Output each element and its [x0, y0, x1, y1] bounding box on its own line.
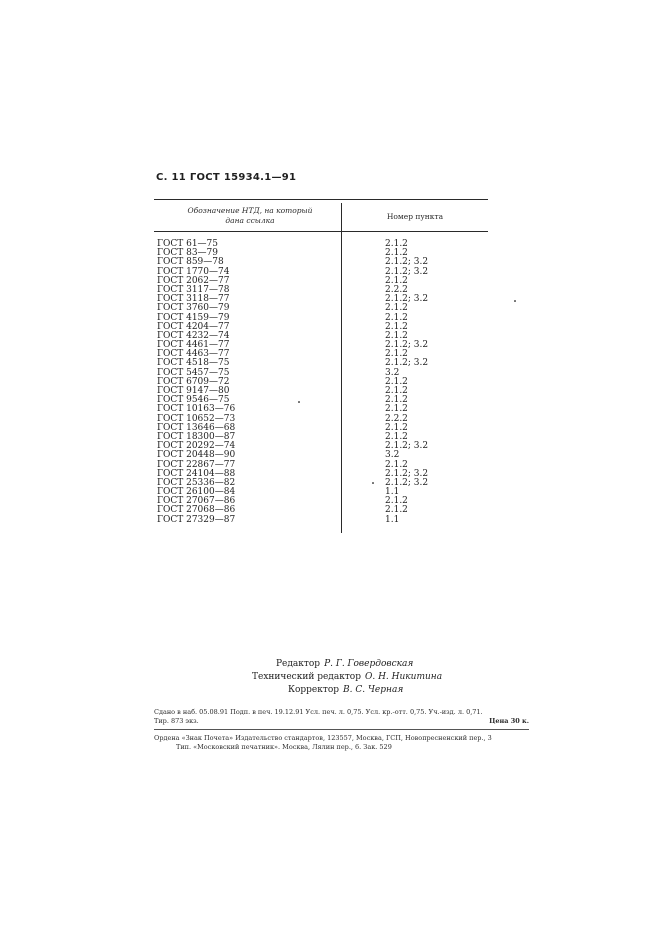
table-cell-item: 2.1.2; 3.2	[385, 266, 429, 277]
scan-speck	[298, 401, 300, 403]
table-cell-document: ГОСТ 2062—77	[157, 275, 230, 286]
table-cell-document: ГОСТ 26100—84	[157, 487, 236, 498]
imprint-line1: Сдано в наб. 05.08.91 Подп. в печ. 19.12.91 Усл. печ. л. 0,75. Усл. кр.-отт. 0,75. Уч.-изд. л. 0,71.	[154, 708, 483, 716]
scan-speck	[514, 300, 516, 302]
table-cell-item: 2.1.2; 3.2	[385, 294, 429, 305]
table-cell-item: 2.1.2	[385, 422, 408, 433]
credit-tech-editor-name: О. Н. Никитина	[364, 672, 443, 682]
credit-tech-editor	[252, 671, 490, 684]
table-cell-item: 2.1.2; 3.2	[385, 477, 429, 488]
table-header-item: Номер пункта	[386, 212, 444, 221]
table-cell-document: ГОСТ 10652—73	[157, 413, 236, 424]
table-cell-item: 2.1.2	[385, 312, 408, 323]
table-cell-item: 3.2	[385, 450, 400, 461]
table-cell-item: 2.1.2	[385, 239, 408, 249]
table-cell-document: ГОСТ 10163—76	[157, 404, 236, 415]
table-cell-item: 2.1.2	[385, 496, 408, 507]
table-cell-document: ГОСТ 27068—86	[157, 505, 236, 516]
table-cell-item: 2.1.2	[385, 248, 408, 259]
table-cell-document: ГОСТ 61—75	[157, 239, 218, 249]
table-cell-item: 2.1.2; 3.2	[385, 257, 429, 268]
credit-corrector-name: В. С. Черная	[343, 685, 404, 695]
table-cell-item: 2.1.2	[385, 321, 408, 332]
print-house	[154, 734, 529, 751]
table-cell-document: ГОСТ 24104—88	[157, 468, 236, 479]
page-header: С. 11 ГОСТ 15934.1—91	[156, 172, 297, 183]
imprint-price: Цена 30 к.	[489, 716, 529, 725]
table-cell-item: 2.1.2; 3.2	[385, 468, 429, 479]
table-cell-document: ГОСТ 83—79	[157, 248, 218, 259]
table-cell-document: ГОСТ 20292—74	[157, 441, 236, 452]
credit-tech-editor-role: Технический редактор	[252, 672, 361, 682]
table-header-document-line1: Обозначение НТД, на который	[187, 206, 313, 215]
table-cell-document: ГОСТ 27067—86	[157, 496, 236, 507]
scan-speck	[372, 482, 374, 484]
publisher-line: Ордена «Знак Почета» Издательство стандартов, 123557, Москва, ГСП, Новопресненский пер., 3	[154, 734, 492, 742]
table-cell-document: ГОСТ 22867—77	[157, 459, 236, 470]
table-cell-item: 2.1.2	[385, 431, 408, 442]
table-cell-item: 1.1	[385, 487, 400, 498]
table-cell-document: ГОСТ 9546—75	[157, 395, 230, 406]
table-cell-item: 2.1.2	[385, 275, 408, 286]
table-cell-document: ГОСТ 9147—80	[157, 386, 230, 396]
table-cell-item: 2.2.2	[385, 284, 408, 295]
table-cell-document: ГОСТ 4518—75	[157, 358, 230, 369]
credit-corrector	[288, 684, 490, 697]
table-cell-item: 2.1.2	[385, 376, 408, 387]
table-cell-document: ГОСТ 20448—90	[157, 450, 236, 461]
table-cell-document: ГОСТ 18300—87	[157, 431, 236, 442]
table-cell-document: ГОСТ 3117—78	[157, 284, 230, 295]
table-cell-document: ГОСТ 3760—79	[157, 303, 230, 314]
table-cell-document: ГОСТ 6709—72	[157, 376, 230, 387]
table-cell-document: ГОСТ 4159—79	[157, 312, 230, 323]
table-cell-document: ГОСТ 4463—77	[157, 349, 230, 360]
table-header-document-line2: дана ссылка	[225, 216, 275, 225]
printer-line: Тип. «Московский печатник». Москва, Лялин пер., 6. Зак. 529	[176, 742, 392, 751]
table-cell-item: 2.1.2; 3.2	[385, 358, 429, 369]
table-cell-document: ГОСТ 3118—77	[157, 294, 230, 305]
table-cell-document: ГОСТ 25336—82	[157, 477, 236, 488]
table-cell-document: ГОСТ 1770—74	[157, 266, 230, 277]
credits-block	[220, 658, 490, 697]
table-cell-document: ГОСТ 4461—77	[157, 340, 230, 351]
table-row	[157, 516, 487, 525]
credit-editor-name: Р. Г. Говердовская	[324, 659, 414, 669]
table-header-document	[170, 206, 330, 226]
table-cell-item: 2.1.2	[385, 303, 408, 314]
table-cell-item: 2.1.2; 3.2	[385, 441, 429, 452]
table-cell-document: ГОСТ 5457—75	[157, 367, 230, 378]
table-cell-document: ГОСТ 859—78	[157, 257, 224, 268]
credit-corrector-role: Корректор	[288, 685, 340, 695]
imprint-rule	[154, 729, 529, 730]
imprint-print-run: Тир. 873 экз.	[154, 716, 199, 725]
credit-editor-role: Редактор	[276, 659, 321, 669]
table-cell-document: ГОСТ 4232—74	[157, 330, 230, 341]
table-cell-document: ГОСТ 4204—77	[157, 321, 230, 332]
table-cell-item: 2.2.2	[385, 413, 408, 424]
table-cell-item: 2.1.2	[385, 404, 408, 415]
table-top-rule	[154, 199, 488, 200]
table-header-rule	[154, 231, 488, 232]
table-cell-item: 1.1	[385, 514, 400, 525]
table-cell-item: 2.1.2	[385, 459, 408, 470]
table-cell-item: 2.1.2	[385, 330, 408, 341]
imprint-line2	[154, 717, 529, 726]
table-cell-item: 2.1.2; 3.2	[385, 340, 429, 351]
table-cell-document: ГОСТ 13646—68	[157, 422, 236, 433]
table-cell-item: 3.2	[385, 367, 400, 378]
table-cell-item: 2.1.2	[385, 505, 408, 516]
table-cell-item: 2.1.2	[385, 395, 408, 406]
table-body	[157, 240, 487, 525]
table-cell-document: ГОСТ 27329—87	[157, 514, 236, 525]
imprint-block	[154, 708, 529, 751]
table-cell-item: 2.1.2	[385, 349, 408, 360]
credit-editor	[276, 658, 490, 671]
table-cell-item: 2.1.2	[385, 386, 408, 396]
